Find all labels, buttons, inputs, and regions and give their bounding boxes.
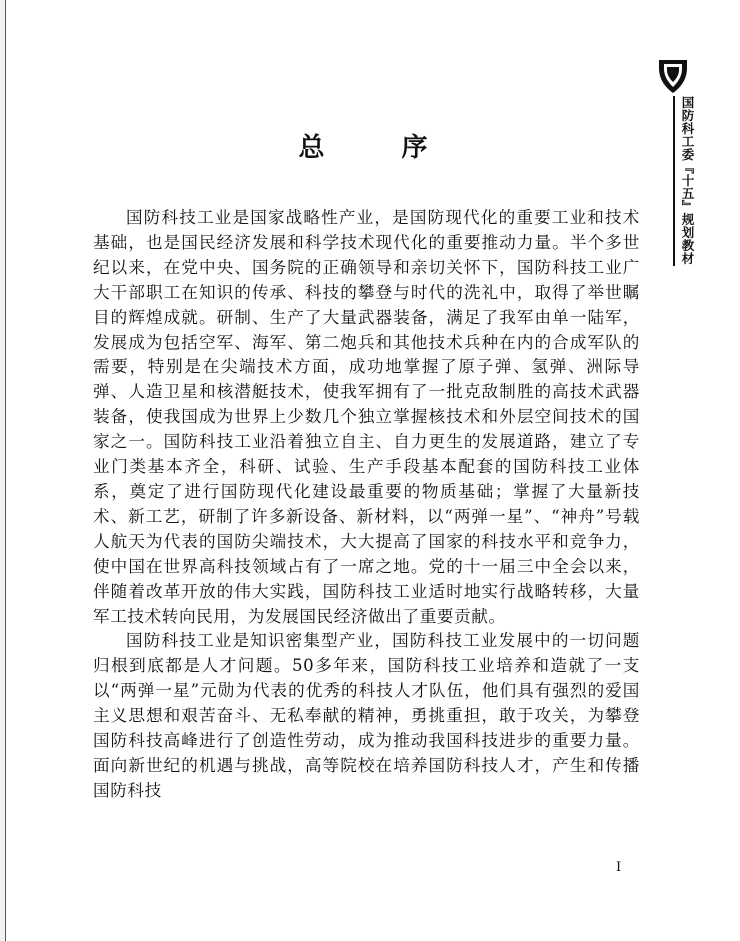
page-title: 总 序 — [298, 133, 462, 163]
paragraph-1: 国防科技工业是国家战略性产业，是国防现代化的重要工业和技术基础，也是国民经济发展和科学技术现代化的重要推动力量。半个多世纪以来，在党中央、国务院的正确领导和亲切关怀下，国防科技工业广大干部职工在知识的传承、科技的攀登与时代的洗礼中，取得了举世瞩目的辉煌成就。研制、生产了大量武器装备，满足了我军由单一陆军，发展成为包括空军、海军、第二炮兵和其他技术兵种在内的合成军队的需要，特别是在尖端技术方面，成功地掌握了原子弹、氢弹、洲际导弹、人造卫星和核潜艇技术，使我军拥有了一批克敌制胜的高技术武器装备，使我国成为世界上少数几个独立掌握核技术和外层空间技术的国家之一。国防科技工业沿着独立自主、自力更生的发展道路，建立了专业门类基本齐全，科研、试验、生产手段基本配套的国防科技工业体系，奠定了进行国防现代化建设最重要的物质基础；掌握了大量新技术、新工艺，研制了许多新设备、新材料，以“两弹一星”、“神舟”号载人航天为代表的国防尖端技术，大大提高了国家的科技水平和竞争力，使中国在世界高科技领域占有了一席之地。党的十一届三中全会以来，伴随着改革开放的伟大实践，国防科技工业适时地实行战略转移，大量军工技术转向民用，为发展国民经济做出了重要贡献。 — [93, 208, 640, 626]
side-vertical-rule — [673, 96, 675, 266]
page-number: I — [616, 860, 622, 875]
series-side-label: 国防科工委『十五』规划教材 — [680, 96, 695, 265]
paragraph-2: 国防科技工业是知识密集型产业，国防科技工业发展中的一切问题归根到底都是人才问题。50多年来，国防科技工业培养和造就了一支以“两弹一星”元勋为代表的优秀的科技人才队伍，他们具有强烈的爱国主义思想和艰苦奋斗、无私奉献的精神，勇挑重担，敢于攻关，为攀登国防科技高峰进行了创造性劳动，成为推动我国科技进步的重要力量。面向新世纪的机遇与挑战，高等院校在培养国防科技人才，产生和传播国防科技 — [93, 631, 640, 800]
body-text — [93, 206, 640, 804]
shield-emblem-icon — [656, 58, 690, 94]
